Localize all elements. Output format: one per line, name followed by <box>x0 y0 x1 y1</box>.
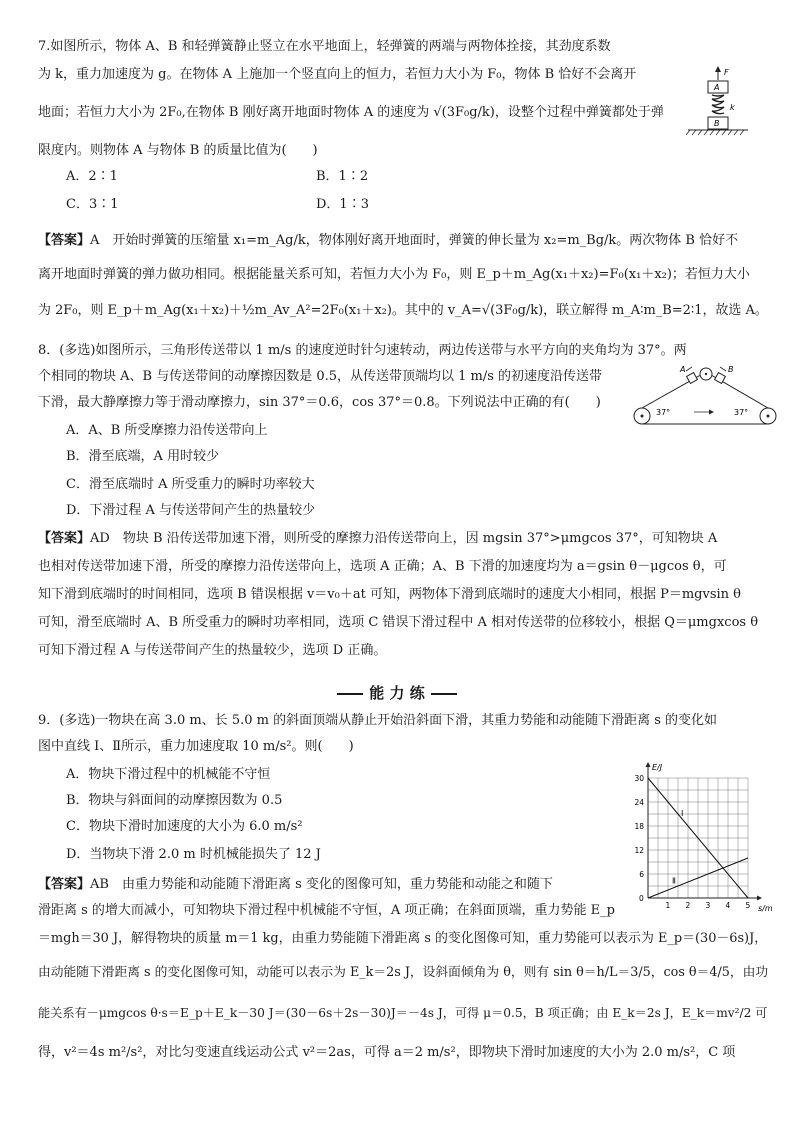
q7-option-c: C．3∶1 <box>66 197 119 212</box>
y-axis-arrow <box>646 762 651 767</box>
a8-line-2: 也相对传送带加速下滑，所受的摩擦力沿传送带向上，选项 A 正确；A、B 下滑的加速度均为 a＝gsin θ－μgcos θ，可 <box>38 559 727 574</box>
y-tick-label: 12 <box>634 846 644 855</box>
x-tick-label: 4 <box>725 901 731 910</box>
a9-line-1-text: AB 由重力势能和动能随下滑距离 s 变化的图像可知，重力势能和动能之和随下 <box>90 877 553 892</box>
a9-answer-tag: 【答案】 <box>38 877 91 892</box>
q9-option-c: C．物块下滑时加速度的大小为 6.0 m/s² <box>66 819 303 834</box>
chart-ticks <box>634 774 750 910</box>
y-tick-label: 24 <box>634 798 644 807</box>
fig8-label-a: A <box>680 365 686 374</box>
chart-axes <box>646 762 773 913</box>
q8-line-1: 8．(多选)如图所示，三角形传送带以 1 m/s 的速度逆时针匀速转动，两边传送带与水平方向的夹角均为 37°。两 <box>38 343 687 358</box>
a9-line-4: 由动能随下滑距离 s 的变化图像可知，动能可以表示为 E_k＝2s J，设斜面倾角为 θ，则有 sin θ＝h/L＝3/5，cos θ＝4/5，由功 <box>38 965 769 980</box>
spring-blocks-figure <box>682 64 752 154</box>
a9-line-1 <box>38 876 553 894</box>
section-heading <box>0 682 794 703</box>
fig8-label-b: B <box>728 365 734 374</box>
a8-line-4: 可知，滑至底端时 A、B 所受重力的瞬时功率相同，选项 C 错误下滑过程中 A 相对传送带的位移较小，根据 Q＝μmgxcos θ <box>38 615 759 630</box>
energy-chart <box>624 758 774 918</box>
q8-option-c: C．滑至底端时 A 所受重力的瞬时功率较大 <box>66 477 315 492</box>
q7-line-2: 为 k，重力加速度为 g。在物体 A 上施加一个竖直向上的恒力，若恒力大小为 F₀，物体 B 恰好不会离开 <box>38 67 637 82</box>
a9-line-5: 能关系有－μmgcos θ·s＝E_p＋E_k－30 J＝(30－6s＋2s－30)J＝－4s J，可得 μ＝0.5，B 项正确；由 E_k＝2s J，E_k＝mv²/2 可 <box>38 1006 768 1020</box>
q8-line-3: 下滑，最大静摩擦力等于滑动摩擦力，sin 37°＝0.6，cos 37°＝0.8。下列说法中正确的有( ) <box>38 395 601 410</box>
y-tick-label: 18 <box>634 822 644 831</box>
a9-line-6: 得，v²＝4s m²/s²，对比匀变速直线运动公式 v²＝2as，可得 a＝2 m/s²，即物块下滑时加速度的大小为 2.0 m/s²，C 项 <box>38 1045 736 1060</box>
x-tick-label: 3 <box>705 901 711 910</box>
fig7-label-f: F <box>724 68 729 77</box>
q7-line-3: 地面；若恒力大小为 2F₀,在物体 B 刚好离开地面时物体 A 的速度为 √(3F₀g/k)，设整个过程中弹簧都处于弹 <box>38 105 664 120</box>
heading-bar-left <box>337 693 363 695</box>
q8-option-b: B．滑至底端，A 用时较少 <box>66 449 220 464</box>
a8-line-1 <box>38 530 717 548</box>
x-tick-label: 1 <box>665 901 671 910</box>
q9-option-b: B．物块与斜面间的动摩擦因数为 0.5 <box>66 793 283 808</box>
a9-line-2: 滑距离 s 的增大而减小，可知物块下滑过程中机械能不守恒，A 项正确；在斜面顶端，重力势能 E_p <box>38 903 615 918</box>
series-label-1: Ⅰ <box>681 809 684 818</box>
q9-option-d: D．当物块下滑 2.0 m 时机械能损失了 12 J <box>66 847 321 862</box>
y-tick-label: 30 <box>634 774 644 783</box>
series-label-2: Ⅱ <box>672 876 676 886</box>
section-title: 能 力 练 <box>369 684 425 702</box>
q7-line-1: 7.如图所示，物体 A、B 和轻弹簧静止竖立在水平地面上，轻弹簧的两端与两物体拴接，其劲度系数 <box>38 39 611 54</box>
q9-line-1: 9．(多选)一物块在高 3.0 m、长 5.0 m 的斜面顶端从静止开始沿斜面下滑，其重力势能和动能随下滑距离 s 的变化如 <box>38 713 718 728</box>
fig7-label-b: B <box>714 119 720 128</box>
q8-option-a: A．A、B 所受摩擦力沿传送带向上 <box>66 423 268 438</box>
origin-label: 0 <box>639 894 644 903</box>
a7-line-1 <box>38 232 738 250</box>
fig8-angle-right: 37° <box>734 408 749 417</box>
q9-option-a: A．物块下滑过程中的机械能不守恒 <box>66 767 271 782</box>
a7-line-1-text: A 开始时弹簧的压缩量 x₁=m_Ag/k，物体刚好离开地面时，弹簧的伸长量为 x₂=m_Bg/k。两次物体 B 恰好不 <box>90 233 739 248</box>
q9-line-2: 图中直线 Ⅰ、Ⅱ所示，重力加速度取 10 m/s²。则( ) <box>38 739 354 754</box>
y-tick-label: 6 <box>639 870 644 879</box>
x-axis-label: s/m <box>758 904 773 913</box>
q7-option-b: B．1∶2 <box>316 169 369 184</box>
fig8-angle-left: 37° <box>656 408 671 417</box>
q7-line-4: 限度内。则物体 A 与物体 B 的质量比值为( ) <box>38 143 318 158</box>
q7-option-d: D．1∶3 <box>316 197 369 212</box>
q8-line-2: 个相同的物块 A、B 与传送带间的动摩擦因数是 0.5，从传送带顶端均以 1 m/s 的初速度沿传送带 <box>38 369 603 384</box>
a8-answer-tag: 【答案】 <box>38 531 91 546</box>
fig7-label-k: k <box>730 103 735 112</box>
a7-answer-tag: 【答案】 <box>38 233 91 248</box>
conveyor-figure <box>630 362 780 430</box>
x-tick-label: 5 <box>745 901 751 910</box>
q7-option-a: A．2∶1 <box>66 169 118 184</box>
x-axis-arrow <box>757 896 762 901</box>
y-axis-label: E/J <box>652 763 663 772</box>
a7-line-3: 为 2F₀，则 E_p＋m_Ag(x₁＋x₂)＋½m_Av_A²=2F₀(x₁＋x₂)。其中的 v_A=√(3F₀g/k)，联立解得 m_A∶m_B=2∶1，故选 A。 <box>38 303 768 318</box>
x-tick-label: 2 <box>685 901 691 910</box>
fig7-label-a: A <box>714 83 720 92</box>
heading-bar-right <box>431 693 457 695</box>
a8-line-5: 可知下滑过程 A 与传送带间产生的热量较少，选项 D 正确。 <box>38 643 387 658</box>
q8-option-d: D．下滑过程 A 与传送带间产生的热量较少 <box>66 503 316 518</box>
a7-line-2: 离开地面时弹簧的弹力做功相同。根据能量关系可知，若恒力大小为 F₀，则 E_p＋m_Ag(x₁＋x₂)=F₀(x₁＋x₂)；若恒力大小 <box>38 267 750 282</box>
a9-line-3: ＝mgh＝30 J，解得物块的质量 m＝1 kg，由重力势能随下滑距离 s 的变化图像可知，重力势能可以表示为 E_p＝(30－6s)J， <box>38 931 768 946</box>
a8-line-3: 知下滑到底端时的时间相同，选项 B 错误根据 v＝v₀＋at 可知，两物体下滑到底端时的速度大小相同，根据 P＝mgvsin θ <box>38 587 741 602</box>
a8-line-1-text: AD 物块 B 沿传送带加速下滑，则所受的摩擦力沿传送带向上，因 mgsin 37°>μmgcos 37°，可知物块 A <box>90 531 718 546</box>
